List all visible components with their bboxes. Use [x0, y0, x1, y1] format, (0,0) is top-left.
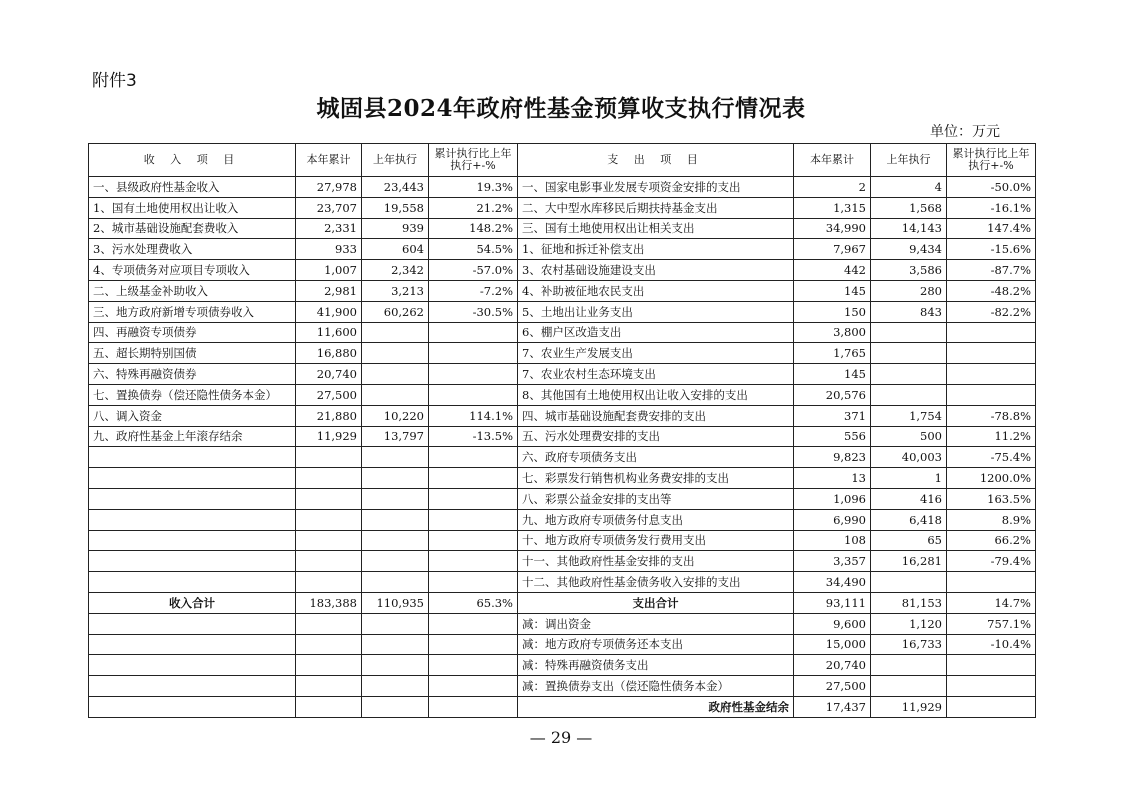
income-current — [296, 613, 362, 634]
income-ratio: -30.5% — [429, 301, 518, 322]
expense-previous: 3,586 — [871, 260, 947, 281]
expense-previous: 16,281 — [871, 551, 947, 572]
expense-item-name: 支出合计 — [518, 592, 794, 613]
income-ratio — [429, 488, 518, 509]
income-item-name — [89, 613, 296, 634]
expense-ratio — [947, 655, 1036, 676]
expense-previous — [871, 364, 947, 385]
table-body — [89, 177, 1036, 718]
income-item-name: 六、特殊再融资债券 — [89, 364, 296, 385]
income-previous — [362, 530, 429, 551]
income-current: 41,900 — [296, 301, 362, 322]
table-row — [89, 177, 1036, 198]
income-ratio: 65.3% — [429, 592, 518, 613]
income-current: 2,331 — [296, 218, 362, 239]
income-ratio: -13.5% — [429, 426, 518, 447]
table-row — [89, 551, 1036, 572]
expense-current: 145 — [794, 280, 871, 301]
income-item-name — [89, 551, 296, 572]
expense-item-name: 六、政府专项债务支出 — [518, 447, 794, 468]
expense-item-name: 8、其他国有土地使用权出让收入安排的支出 — [518, 384, 794, 405]
table-row — [89, 384, 1036, 405]
expense-current: 17,437 — [794, 696, 871, 717]
income-ratio: 148.2% — [429, 218, 518, 239]
income-current: 933 — [296, 239, 362, 260]
table-row — [89, 301, 1036, 322]
income-current — [296, 551, 362, 572]
income-previous: 110,935 — [362, 592, 429, 613]
table-row — [89, 239, 1036, 260]
income-ratio — [429, 655, 518, 676]
income-previous: 604 — [362, 239, 429, 260]
expense-current: 27,500 — [794, 676, 871, 697]
income-previous: 60,262 — [362, 301, 429, 322]
table-row — [89, 530, 1036, 551]
income-ratio — [429, 384, 518, 405]
expense-current: 1,765 — [794, 343, 871, 364]
income-item-name — [89, 468, 296, 489]
expense-item-name: 减：特殊再融资债务支出 — [518, 655, 794, 676]
expense-current: 150 — [794, 301, 871, 322]
header-income-item: 收 入 项 目 — [89, 144, 296, 177]
income-ratio — [429, 676, 518, 697]
table-header-row — [89, 144, 1036, 177]
income-previous — [362, 488, 429, 509]
income-item-name: 八、调入资金 — [89, 405, 296, 426]
income-ratio — [429, 696, 518, 717]
income-ratio — [429, 530, 518, 551]
expense-item-name: 七、彩票发行销售机构业务费安排的支出 — [518, 468, 794, 489]
income-previous: 3,213 — [362, 280, 429, 301]
expense-current: 1,315 — [794, 197, 871, 218]
expense-ratio: -50.0% — [947, 177, 1036, 198]
expense-previous: 1,568 — [871, 197, 947, 218]
table-row — [89, 468, 1036, 489]
expense-previous: 4 — [871, 177, 947, 198]
expense-current: 3,800 — [794, 322, 871, 343]
page-title: 城固县2024年政府性基金预算收支执行情况表 — [316, 95, 806, 122]
table-row — [89, 572, 1036, 593]
income-previous: 23,443 — [362, 177, 429, 198]
table-row — [89, 696, 1036, 717]
expense-previous: 1,120 — [871, 613, 947, 634]
expense-ratio: 163.5% — [947, 488, 1036, 509]
expense-ratio: -15.6% — [947, 239, 1036, 260]
income-ratio — [429, 634, 518, 655]
income-item-name — [89, 634, 296, 655]
income-item-name: 五、超长期特别国债 — [89, 343, 296, 364]
income-current — [296, 676, 362, 697]
expense-ratio: 147.4% — [947, 218, 1036, 239]
income-current — [296, 634, 362, 655]
income-previous — [362, 613, 429, 634]
expense-ratio: -75.4% — [947, 447, 1036, 468]
income-current: 21,880 — [296, 405, 362, 426]
expense-current: 93,111 — [794, 592, 871, 613]
income-item-name — [89, 447, 296, 468]
expense-item-name: 一、国家电影事业发展专项资金安排的支出 — [518, 177, 794, 198]
income-previous — [362, 551, 429, 572]
expense-current: 13 — [794, 468, 871, 489]
expense-item-name: 政府性基金结余 — [518, 696, 794, 717]
income-item-name: 三、地方政府新增专项债券收入 — [89, 301, 296, 322]
expense-previous: 843 — [871, 301, 947, 322]
income-item-name: 2、城市基础设施配套费收入 — [89, 218, 296, 239]
expense-item-name: 6、棚户区改造支出 — [518, 322, 794, 343]
expense-ratio: -79.4% — [947, 551, 1036, 572]
expense-current: 108 — [794, 530, 871, 551]
expense-previous: 500 — [871, 426, 947, 447]
header-expense-ratio: 累计执行比上年执行+-% — [947, 144, 1036, 177]
expense-ratio: -82.2% — [947, 301, 1036, 322]
expense-previous: 416 — [871, 488, 947, 509]
income-ratio — [429, 509, 518, 530]
income-previous — [362, 343, 429, 364]
expense-ratio — [947, 384, 1036, 405]
income-previous: 19,558 — [362, 197, 429, 218]
income-previous — [362, 655, 429, 676]
expense-item-name: 7、农业农村生态环境支出 — [518, 364, 794, 385]
table-row — [89, 447, 1036, 468]
expense-item-name: 五、污水处理费安排的支出 — [518, 426, 794, 447]
income-previous: 939 — [362, 218, 429, 239]
expense-ratio: 757.1% — [947, 613, 1036, 634]
expense-current: 6,990 — [794, 509, 871, 530]
income-item-name — [89, 530, 296, 551]
income-current: 183,388 — [296, 592, 362, 613]
expense-previous — [871, 322, 947, 343]
expense-previous: 16,733 — [871, 634, 947, 655]
income-item-name: 四、再融资专项债券 — [89, 322, 296, 343]
attachment-label: 附件3 — [92, 71, 137, 91]
table-row — [89, 260, 1036, 281]
table-row — [89, 322, 1036, 343]
income-current: 11,929 — [296, 426, 362, 447]
expense-previous — [871, 384, 947, 405]
expense-ratio: -10.4% — [947, 634, 1036, 655]
expense-item-name: 减：地方政府专项债务还本支出 — [518, 634, 794, 655]
income-current — [296, 655, 362, 676]
income-ratio — [429, 551, 518, 572]
header-income-current: 本年累计 — [296, 144, 362, 177]
income-item-name: 收入合计 — [89, 592, 296, 613]
expense-item-name: 4、补助被征地农民支出 — [518, 280, 794, 301]
income-item-name — [89, 696, 296, 717]
income-ratio: 54.5% — [429, 239, 518, 260]
income-current — [296, 696, 362, 717]
expense-ratio: -87.7% — [947, 260, 1036, 281]
income-item-name: 七、置换债券（偿还隐性债务本金） — [89, 384, 296, 405]
expense-ratio: -16.1% — [947, 197, 1036, 218]
page-number: — 29 — — [529, 728, 593, 747]
table-row — [89, 655, 1036, 676]
expense-previous: 9,434 — [871, 239, 947, 260]
expense-item-name: 减：调出资金 — [518, 613, 794, 634]
expense-current: 7,967 — [794, 239, 871, 260]
budget-table — [88, 143, 1036, 718]
expense-previous: 65 — [871, 530, 947, 551]
expense-ratio: 14.7% — [947, 592, 1036, 613]
income-current — [296, 530, 362, 551]
expense-ratio — [947, 696, 1036, 717]
expense-current: 145 — [794, 364, 871, 385]
expense-previous: 280 — [871, 280, 947, 301]
income-previous — [362, 572, 429, 593]
income-current — [296, 488, 362, 509]
income-current — [296, 509, 362, 530]
expense-current: 9,823 — [794, 447, 871, 468]
expense-current: 556 — [794, 426, 871, 447]
expense-item-name: 九、地方政府专项债务付息支出 — [518, 509, 794, 530]
expense-ratio: 66.2% — [947, 530, 1036, 551]
income-previous — [362, 676, 429, 697]
expense-item-name: 八、彩票公益金安排的支出等 — [518, 488, 794, 509]
expense-previous: 1,754 — [871, 405, 947, 426]
income-item-name: 4、专项债务对应项目专项收入 — [89, 260, 296, 281]
income-ratio — [429, 364, 518, 385]
income-previous — [362, 384, 429, 405]
income-item-name: 3、污水处理费收入 — [89, 239, 296, 260]
table-row — [89, 613, 1036, 634]
income-previous — [362, 509, 429, 530]
expense-item-name: 十一、其他政府性基金安排的支出 — [518, 551, 794, 572]
table-row — [89, 634, 1036, 655]
income-previous: 2,342 — [362, 260, 429, 281]
table-row — [89, 405, 1036, 426]
expense-item-name: 1、征地和拆迁补偿支出 — [518, 239, 794, 260]
header-expense-item: 支 出 项 目 — [518, 144, 794, 177]
expense-item-name: 四、城市基础设施配套费安排的支出 — [518, 405, 794, 426]
income-ratio: 114.1% — [429, 405, 518, 426]
income-current: 16,880 — [296, 343, 362, 364]
expense-ratio: -48.2% — [947, 280, 1036, 301]
income-ratio: 19.3% — [429, 177, 518, 198]
header-expense-current: 本年累计 — [794, 144, 871, 177]
income-previous — [362, 447, 429, 468]
table-row — [89, 426, 1036, 447]
expense-item-name: 7、农业生产发展支出 — [518, 343, 794, 364]
expense-previous — [871, 343, 947, 364]
expense-current: 9,600 — [794, 613, 871, 634]
expense-ratio — [947, 343, 1036, 364]
income-previous — [362, 696, 429, 717]
income-ratio — [429, 572, 518, 593]
income-item-name: 一、县级政府性基金收入 — [89, 177, 296, 198]
expense-item-name: 5、土地出让业务支出 — [518, 301, 794, 322]
income-ratio — [429, 322, 518, 343]
expense-ratio — [947, 364, 1036, 385]
income-ratio — [429, 447, 518, 468]
income-previous — [362, 634, 429, 655]
expense-ratio: 11.2% — [947, 426, 1036, 447]
expense-item-name: 十、地方政府专项债务发行费用支出 — [518, 530, 794, 551]
table-row — [89, 218, 1036, 239]
expense-previous: 6,418 — [871, 509, 947, 530]
expense-ratio — [947, 676, 1036, 697]
expense-item-name: 十二、其他政府性基金债务收入安排的支出 — [518, 572, 794, 593]
expense-current: 34,990 — [794, 218, 871, 239]
expense-item-name: 三、国有土地使用权出让相关支出 — [518, 218, 794, 239]
income-current: 1,007 — [296, 260, 362, 281]
income-current: 20,740 — [296, 364, 362, 385]
income-item-name — [89, 509, 296, 530]
income-ratio — [429, 613, 518, 634]
expense-ratio — [947, 322, 1036, 343]
header-income-previous: 上年执行 — [362, 144, 429, 177]
income-item-name: 九、政府性基金上年滚存结余 — [89, 426, 296, 447]
table-row — [89, 488, 1036, 509]
income-item-name: 二、上级基金补助收入 — [89, 280, 296, 301]
income-current: 23,707 — [296, 197, 362, 218]
income-ratio: 21.2% — [429, 197, 518, 218]
income-item-name — [89, 572, 296, 593]
income-ratio: -7.2% — [429, 280, 518, 301]
table-row — [89, 343, 1036, 364]
table-row — [89, 509, 1036, 530]
income-item-name — [89, 655, 296, 676]
expense-current: 1,096 — [794, 488, 871, 509]
expense-previous: 40,003 — [871, 447, 947, 468]
table-row — [89, 197, 1036, 218]
expense-ratio: 8.9% — [947, 509, 1036, 530]
expense-previous: 81,153 — [871, 592, 947, 613]
expense-previous — [871, 655, 947, 676]
income-current: 27,500 — [296, 384, 362, 405]
income-current: 27,978 — [296, 177, 362, 198]
header-income-ratio: 累计执行比上年执行+-% — [429, 144, 518, 177]
expense-previous: 14,143 — [871, 218, 947, 239]
expense-current: 34,490 — [794, 572, 871, 593]
table-row — [89, 676, 1036, 697]
expense-previous: 1 — [871, 468, 947, 489]
unit-label: 单位：万元 — [930, 124, 1000, 140]
income-current: 2,981 — [296, 280, 362, 301]
expense-item-name: 二、大中型水库移民后期扶持基金支出 — [518, 197, 794, 218]
income-item-name — [89, 488, 296, 509]
expense-item-name: 3、农村基础设施建设支出 — [518, 260, 794, 281]
income-current — [296, 572, 362, 593]
expense-item-name: 减：置换债券支出（偿还隐性债务本金） — [518, 676, 794, 697]
income-ratio: -57.0% — [429, 260, 518, 281]
income-previous: 13,797 — [362, 426, 429, 447]
expense-current: 442 — [794, 260, 871, 281]
income-current: 11,600 — [296, 322, 362, 343]
expense-ratio: 1200.0% — [947, 468, 1036, 489]
income-previous — [362, 364, 429, 385]
income-item-name: 1、国有土地使用权出让收入 — [89, 197, 296, 218]
expense-ratio — [947, 572, 1036, 593]
expense-previous — [871, 572, 947, 593]
income-previous: 10,220 — [362, 405, 429, 426]
expense-current: 2 — [794, 177, 871, 198]
table-row — [89, 592, 1036, 613]
income-ratio — [429, 343, 518, 364]
table-row — [89, 280, 1036, 301]
expense-previous: 11,929 — [871, 696, 947, 717]
expense-current: 15,000 — [794, 634, 871, 655]
expense-previous — [871, 676, 947, 697]
income-current — [296, 468, 362, 489]
income-previous — [362, 322, 429, 343]
expense-current: 20,576 — [794, 384, 871, 405]
income-item-name — [89, 676, 296, 697]
expense-current: 371 — [794, 405, 871, 426]
expense-current: 20,740 — [794, 655, 871, 676]
expense-current: 3,357 — [794, 551, 871, 572]
expense-ratio: -78.8% — [947, 405, 1036, 426]
income-ratio — [429, 468, 518, 489]
income-previous — [362, 468, 429, 489]
header-expense-previous: 上年执行 — [871, 144, 947, 177]
income-current — [296, 447, 362, 468]
table-row — [89, 364, 1036, 385]
